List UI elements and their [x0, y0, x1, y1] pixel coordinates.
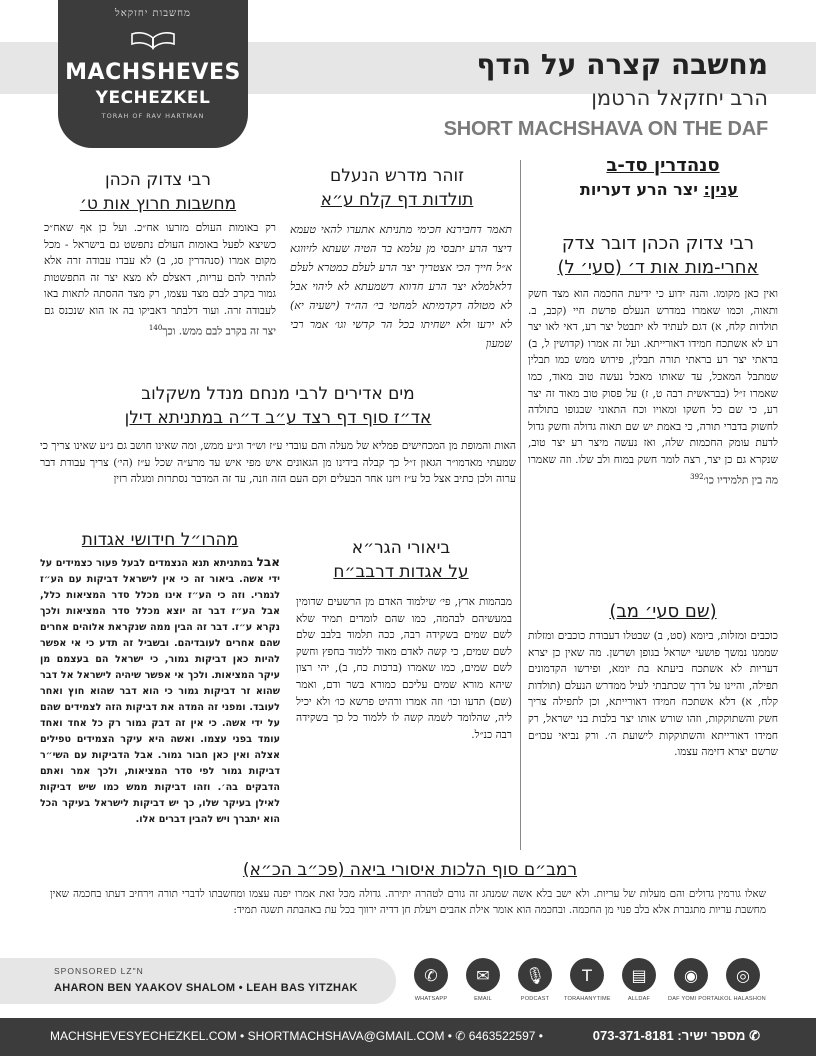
email-icon: ✉	[466, 958, 500, 992]
mayim-adirim-title	[40, 382, 516, 436]
topic-text: יצר הרע דעריות	[579, 180, 698, 199]
footer-contacts[interactable]: MACHSHEVESYECHEZKEL.COM • SHORTMACHSHAVA@GMAIL.COM • ✆ 6463522597 •	[50, 1029, 543, 1043]
maharal-text	[40, 554, 280, 854]
source-1-title-b: אחרי-מות אות ד׳ (סעי׳ ל)	[557, 257, 759, 278]
rabbi-name: הרב יחזקאל הרטמן	[591, 86, 768, 110]
sponsor-bar	[0, 958, 396, 1004]
source-1-title	[528, 232, 788, 284]
rambam-text	[50, 886, 766, 938]
icon-label: WHATSAPP	[414, 996, 448, 1002]
footnote-marker: 392	[690, 472, 704, 481]
open-book-icon	[130, 30, 176, 50]
source-2-body: כוכבים ומזלות, ביומא (סט, ב) שבטלו דעבודת כוכבים ומזלות שממנו נמשך פושעי ישראל בגופן ושרשן. מה שאין כן יצרא דעריות לא אשתכח ביעתא בת יומא, ופירשו הקדמונים תפילה, והיינו על דרך שכתבתי לעיל ממדרש הנעלם (תולדות קלח, א) דלא אשתכח חמידו דאורייתא, וכן לתפילה צריך חשק והשתוקקות, וזהו שורש אותו יצר בלבות בני ישראל, רק חמידו דאורייתא והשתוקקות לישועת ה׳. ורק נביאי עכו״ם שרשם יצרא דזימה עצמו.	[528, 630, 778, 759]
rambam-body: שאלו גורמין גדולים והם מעלות של עריות. ולא ישב בלא אשה שמנהג זה גורם לטהרה יתירה. גדולה מכל זאת אמרו יפנה עצמו ומחשבתו לדברי תורה וירחיב דעתו בחכמה שאין מחשבת עריות מתגברת אלא בלב פנוי מן החכמה. ובחכמה הוא אומר אילת אהבים ויעלת חן דדיה ירווך בכל עת באהבתה תשגה תמיד:	[50, 888, 766, 916]
zohar-body: תאמר דחבירנא חכימי מתניתא אתערו להאי טעמא דיצר הרע יתבסי מן עלמא בר הטיה שעתא לזיווגא א״ל חייך הכי אצטריך יצר הרע לעלם כמטרא לעלם דלאלמלא יצר הרע חדווא דשמעתא לא ליהוי אבל לא מטולה דקדמיתא למחטי בי׳ הה״ד (ישעיה יא) לא ירעו ולא ישחיתו בכל הר קדשי וגו׳ אמר רבי שמעון	[290, 223, 512, 350]
rtzadok-title-a: רבי צדוק הכהן	[105, 170, 211, 190]
gra-title-a: ביאורי הגר״א	[351, 538, 451, 558]
gra-title	[290, 536, 512, 590]
logo-title-line2: YECHEZKEL	[95, 88, 211, 108]
page-title-english: SHORT MACHSHAVA ON THE DAF	[443, 118, 768, 140]
icon-label: PODCAST	[520, 996, 550, 1002]
page-title-hebrew: מחשבה קצרה על הדף	[476, 48, 768, 81]
zohar-text	[290, 220, 512, 380]
sponsor-label: SPONSORED LZ"N	[54, 966, 144, 976]
platform-icons	[408, 958, 778, 1010]
icon-label: ALLDAF	[627, 996, 651, 1002]
alldaf-link[interactable]	[616, 958, 662, 1002]
zohar-title-b: תולדות דף קלח ע״א	[320, 190, 474, 210]
mayim-adirim-title-b: אד״ז סוף דף רצד ע״ב ד״ה במתניתא דילן	[124, 408, 432, 428]
maharal-body: במתניתא תנא הנצמדים לבעל פעור כצמידים על ידי אשה. ביאור זה כי אין לישראל דביקות עם הע״ז לגמרי. וזה כי הע״ז אינו מכלל סדר המציאות כלל, אבל הע״ז דבר זה יוצא מכלל סדר המציאות ולכך נקרא ע״ז. דבר זה הבין ממה שנקראת אלוהים אחרים שהם אחרים לעובדיהם. ובשביל זה תדע כי אי אפשר להיות כאן דביקות גמור, כי ישראל הם בעצמם מן עיקר המציאות. ולכך אי אפשר שיהיה לישראל אל דבר שהוא זר דביקות גמור כי הוא דבר שהוא חוץ ואחר לעובד. ומפני זה המדה את דביקות הזה לצמידים שהם על ידי אשה. כי אין זה דבק גמור רק כל אחד ואחד עומד בפני עצמו. ואשה היא עיקר הצמידים טפילים אצלה ואין כאן חבור גמור. אבל הדביקות עם השי״ר דביקות גמור לפי סדר המציאות, ולכך אמר ואתם הדבקים בה׳. וזהו דביקות ממש כמו שיש דביקות לאילן בעיקר שלו, כך יש דביקות לישראל בעיקר הכל הוא יתברך ויש להבין דברים אלו.	[40, 558, 280, 825]
rambam-title-text: רמב״ם סוף הלכות איסורי ביאה (פכ״ב הכ״א)	[242, 860, 578, 880]
source-1-text	[528, 286, 778, 598]
dafyomi-portal-icon: ◉	[674, 958, 708, 992]
column-divider	[520, 160, 521, 850]
sponsor-names: AHARON BEN YAAKOV SHALOM • LEAH BAS YITZHAK	[54, 982, 358, 994]
maharal-title-text: מהרו״ל חידושי אגדות	[81, 530, 239, 550]
maharal-title	[40, 528, 280, 554]
icon-label: EMAIL	[474, 996, 492, 1002]
page-header	[0, 0, 816, 150]
footnote-marker: 140	[148, 323, 163, 332]
logo-tagline: TORAH OF RAV HARTMAN	[101, 112, 205, 120]
zohar-title	[282, 164, 512, 216]
rtzadok-text	[44, 220, 276, 368]
kolhalashon-icon: ◎	[726, 958, 760, 992]
torahanytime-icon: T	[570, 958, 604, 992]
source-2-title	[548, 600, 778, 626]
icon-label: DAF YOMI PORTAL	[668, 996, 722, 1002]
podcast-icon: 🎙	[518, 958, 552, 992]
daf-reference	[548, 154, 778, 180]
gra-text	[296, 594, 512, 846]
email-link[interactable]	[460, 958, 506, 1002]
whatsapp-link[interactable]	[408, 958, 454, 1002]
source-2-title-text: (שם סעי׳ מב)	[609, 601, 717, 622]
footer-phone[interactable]: 073-371-8181 :מספר ישיר ✆	[592, 1028, 760, 1043]
logo-hebrew-text: מחשבות יחזקאל	[115, 8, 191, 19]
podcast-link[interactable]	[512, 958, 558, 1002]
whatsapp-icon: ✆	[414, 958, 448, 992]
topic-line	[540, 180, 778, 206]
logo[interactable]	[58, 0, 248, 148]
maharal-lead-word: אבל	[256, 555, 280, 569]
gra-body: מבהמות ארץ, פי׳ שילמוד האדם מן הרשעים שדומין במעשיהם לבהמה, כמו שהם לומדים תמיד שלא לשם שמים בשקידה רבה, ככה תלמוד בלבב שלם לשם שמים, כי קשה לאדם מאוד ללמוד בחפץ וחשק לשם שמים, כמו שאמרו (ברכות כח, ב), יהי רצון שיהא מורא שמים עליכם כמורא בשר ודם, ואמר (שם) תדעו וכו׳ וזה אמרו ורהיט פרשא כו׳ ולא יכיל ליה, שהלומד לשמה קשה לו ללמוד כל כך בשקידה רבה כנ״ל.	[296, 596, 512, 741]
torahanytime-link[interactable]	[564, 958, 610, 1002]
icon-label: TORAHANYTIME	[564, 996, 611, 1002]
gra-title-b: על אגדות דרבב״ח	[333, 562, 469, 582]
zohar-title-a: זוהר מדרש הנעלם	[330, 166, 464, 186]
source-1-title-a: רבי צדוק הכהן דובר צדק	[561, 233, 755, 254]
rambam-title	[40, 858, 780, 886]
mayim-adirim-title-a: מים אדירים לרבי מנחם מנדל משקלוב	[141, 384, 415, 404]
topic-label: ענין:	[703, 180, 739, 199]
dafyomi-portal-link[interactable]	[668, 958, 722, 1002]
rtzadok-body: רק באומות העולם מזרעו אח״כ. ועל כן אף שאח״כ כשיצא לפעל באומות העולם נתפשט גם בישראל - מכל מקום אמרו (סנהדרין סג, ב) לא עבדו עבודה זרה אלא להתיר להם עריות, דאצלם לא מצא יצר זה התפשטות גמור בקרב לבם מצד עצמו, רק מצד ההסתה לתאות באו לעבודה זרה. ועוד דלבתר דאביקו בה אז הוא שנכנס גם יצר זה בקרב לבם ממש. וכך	[44, 222, 276, 338]
mayim-adirim-body: האות והמופת מן המכחישים פמליא של מעלה והם עובדי ע״ז וש״ד וג״ע ממש, ומה שאינו חושב גם ג״ע שאינו צריך כי שמעתי מאדמו״ר הגאון ז״ל כך קבלה בידינו מן הגאונים איש מפי איש עד מרע״ה שכל ע״ז (הי׳) צריך עבודת דבר ערוה ולכן כתיב אצל כל ע״ז ויזנו אחר הבעלים וקם העם הזה וזנה, עד זה המדבר נסתרות ומגלה רזין	[40, 440, 516, 486]
source-2-text	[528, 628, 778, 846]
mayim-adirim-text	[40, 438, 516, 522]
rtzadok-title-b: מחשבות חרוץ אות ט׳	[79, 194, 237, 214]
rtzadok-title	[40, 168, 276, 220]
icon-label: KOL HALASHON	[720, 996, 766, 1002]
alldaf-icon: ▤	[622, 958, 656, 992]
source-1-body: ואין כאן מקומו. והנה ידוע כי ידיעת החכמה הוא מצד חשק ותאוה, וכמו שאמרו במדרש הנעלם פרשת חיי (קכב, ב. תולדות קלח, א) דגם לעתיד לא יתבטל יצר רע, דאי לאו יצר רע לא אשתכח חמידו דאורייתא. ועל זה אמרו (קדושין ל, ב) בראתי יצר רע בראתי תורה תבלין, פירוש ממש כמו תבלין שמתבל המאכל, עד שאותו מאכל נעשה טוב מאוד, כמו שאמרו ז״ל (בבראשית רבה ט, ז) על פסוק טוב מאוד זה יצר רע, כי שם כל חשקו ומאויו וכח התאוני שבגופו בתולדה לחשוק בדברי תורה, כי באמת יש שם תאוה גדולה וחשק גדול לדעת עומק החכמות שלה, ואז נעשה מיצר רע יצר טוב, שנקרא גם כן יצר, רצה לומר חשק במוח ולב שלו. וזה שאמרו מה בין תלמידיו כו׳	[528, 288, 778, 487]
logo-title-line1: MACHSHEVES	[65, 60, 241, 85]
footer-bar	[0, 1018, 816, 1056]
kolhalashon-link[interactable]	[720, 958, 766, 1002]
daf-title: סנהדרין סד-ב	[606, 155, 720, 176]
